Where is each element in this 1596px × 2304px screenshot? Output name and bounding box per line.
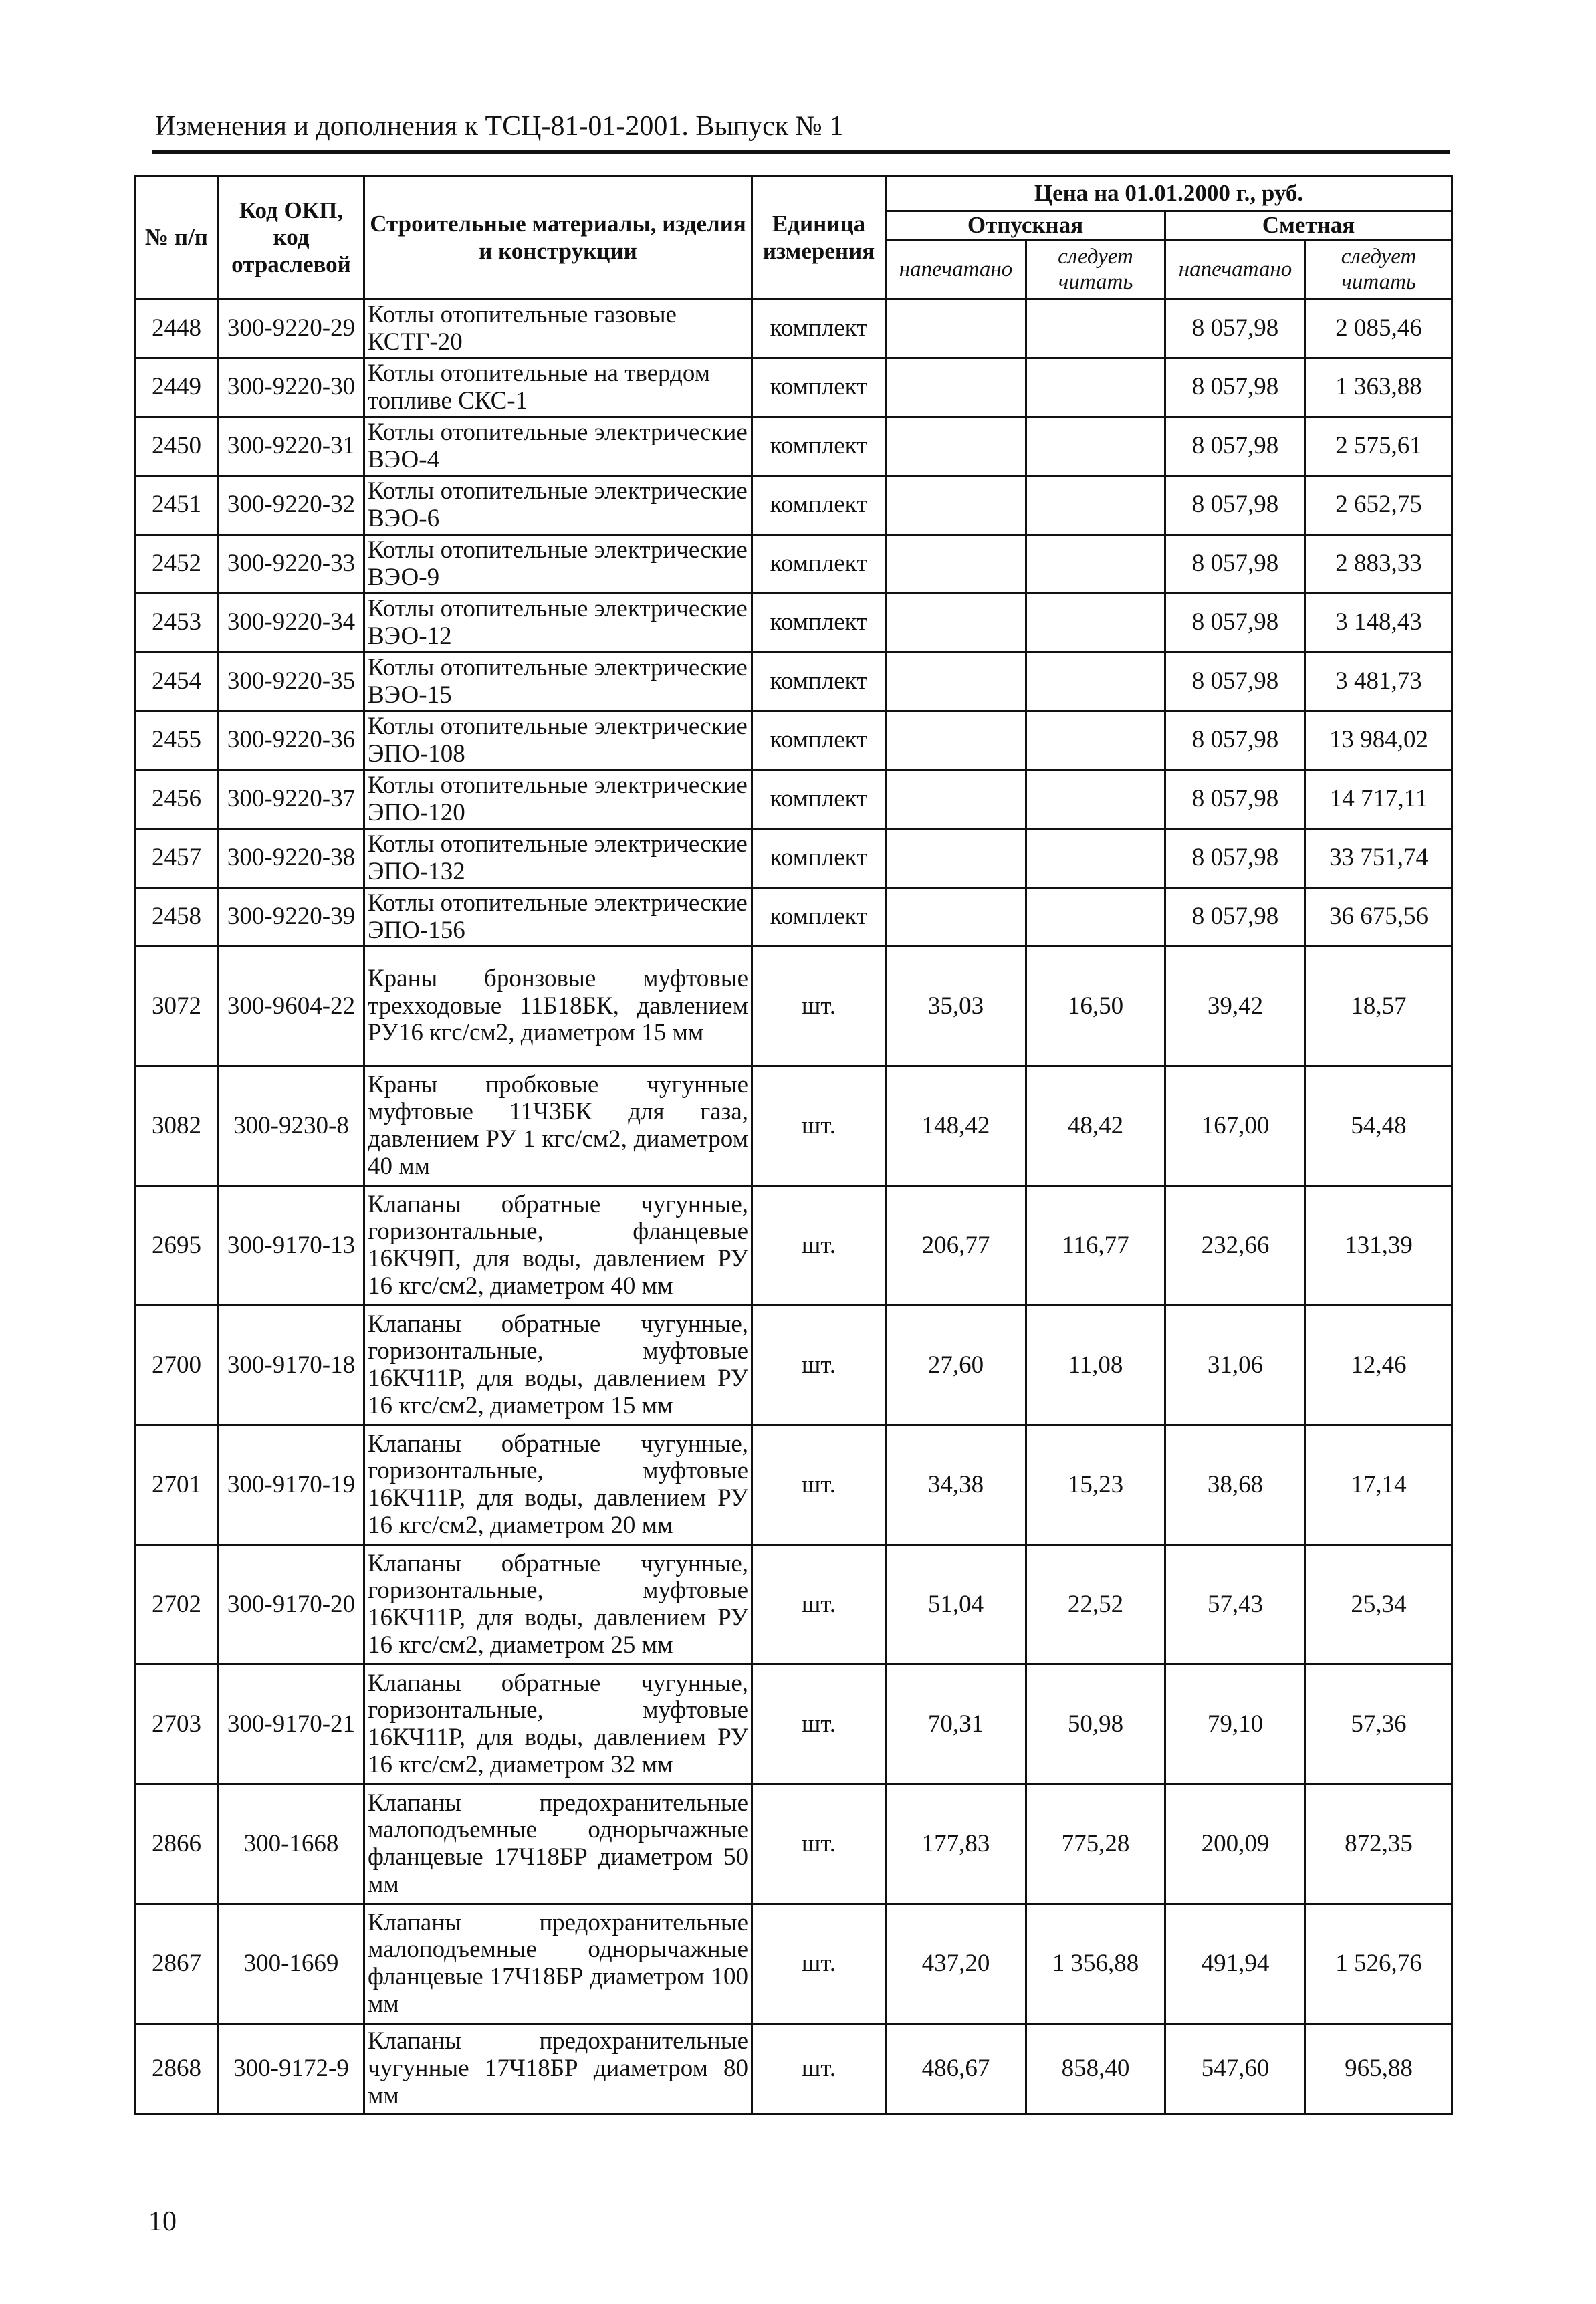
- row-smet-printed: 31,06: [1165, 1306, 1306, 1425]
- row-otp-printed: 148,42: [886, 1066, 1026, 1186]
- row-code: 300-9172-9: [219, 2024, 364, 2115]
- row-code: 300-9230-8: [219, 1066, 364, 1186]
- header-rule: [152, 150, 1450, 154]
- row-otp-read: [1026, 711, 1165, 770]
- row-smet-printed: 8 057,98: [1165, 594, 1306, 653]
- row-otp-read: [1026, 888, 1165, 947]
- row-code: 300-9220-38: [219, 829, 364, 888]
- row-otp-printed: 486,67: [886, 2024, 1026, 2115]
- row-otp-read: [1026, 770, 1165, 829]
- row-smet-read: 965,88: [1306, 2024, 1452, 2115]
- row-otp-printed: [886, 358, 1026, 417]
- row-code: 300-9220-39: [219, 888, 364, 947]
- row-smet-read: 1 526,76: [1306, 1904, 1452, 2024]
- row-unit: шт.: [752, 1066, 886, 1186]
- row-num: 2455: [135, 711, 219, 770]
- col-header-otp-read: следует читать: [1026, 241, 1165, 300]
- row-num: 2867: [135, 1904, 219, 2024]
- row-name: Клапаны обратные чугунные, горизонтальные, муфтовые 16КЧ11Р, для воды, давлением РУ 16 кгс/см2, диаметром 20 мм: [364, 1425, 752, 1545]
- row-name: Краны бронзовые муфтовые трехходовые 11Б18БК, давлением РУ16 кгс/см2, диаметром 15 мм: [364, 947, 752, 1066]
- row-name: Котлы отопительные электрические ВЭО-4: [364, 417, 752, 476]
- row-otp-read: [1026, 417, 1165, 476]
- col-header-name: Строительные материалы, изделия и конструкции: [364, 177, 752, 300]
- row-otp-read: 16,50: [1026, 947, 1165, 1066]
- row-unit: комплект: [752, 417, 886, 476]
- row-otp-read: 22,52: [1026, 1545, 1165, 1665]
- row-smet-read: 3 481,73: [1306, 653, 1452, 711]
- row-code: 300-9220-32: [219, 476, 364, 535]
- row-code: 300-9220-31: [219, 417, 364, 476]
- row-smet-read: 2 085,46: [1306, 300, 1452, 358]
- row-smet-printed: 547,60: [1165, 2024, 1306, 2115]
- row-smet-printed: 8 057,98: [1165, 711, 1306, 770]
- row-num: 2866: [135, 1784, 219, 1904]
- row-code: 300-9220-30: [219, 358, 364, 417]
- row-num: 2452: [135, 535, 219, 594]
- row-smet-printed: 8 057,98: [1165, 653, 1306, 711]
- row-smet-printed: 8 057,98: [1165, 829, 1306, 888]
- row-num: 2453: [135, 594, 219, 653]
- table-row: [135, 1904, 1452, 2024]
- table-row: [135, 653, 1452, 711]
- row-name: Котлы отопительные электрические ВЭО-15: [364, 653, 752, 711]
- row-name: Клапаны обратные чугунные, горизонтальные, муфтовые 16КЧ11Р, для воды, давлением РУ 16 кгс/см2, диаметром 15 мм: [364, 1306, 752, 1425]
- row-unit: комплект: [752, 476, 886, 535]
- row-code: 300-9220-37: [219, 770, 364, 829]
- row-otp-read: 15,23: [1026, 1425, 1165, 1545]
- row-otp-read: 775,28: [1026, 1784, 1165, 1904]
- row-smet-printed: 39,42: [1165, 947, 1306, 1066]
- table-row: [135, 829, 1452, 888]
- row-unit: шт.: [752, 947, 886, 1066]
- row-otp-printed: [886, 770, 1026, 829]
- row-otp-read: 858,40: [1026, 2024, 1165, 2115]
- row-unit: комплект: [752, 594, 886, 653]
- row-num: 2448: [135, 300, 219, 358]
- row-code: 300-9170-20: [219, 1545, 364, 1665]
- row-smet-read: 13 984,02: [1306, 711, 1452, 770]
- table-row: [135, 770, 1452, 829]
- table-row: [135, 1784, 1452, 1904]
- price-table: [134, 175, 1453, 2115]
- col-header-price-group: Цена на 01.01.2000 г., руб.: [886, 177, 1452, 211]
- row-num: 3082: [135, 1066, 219, 1186]
- row-name: Клапаны предохранительные малоподъемные однорычажные фланцевые 17Ч18БР диаметром 100 мм: [364, 1904, 752, 2024]
- row-otp-read: 1 356,88: [1026, 1904, 1165, 2024]
- row-unit: комплект: [752, 829, 886, 888]
- row-name: Краны пробковые чугунные муфтовые 11Ч3БК для газа, давлением РУ 1 кгс/см2, диаметром 40 мм: [364, 1066, 752, 1186]
- row-unit: комплект: [752, 888, 886, 947]
- table-row: [135, 476, 1452, 535]
- row-code: 300-1669: [219, 1904, 364, 2024]
- row-name: Котлы отопительные электрические ЭПО-108: [364, 711, 752, 770]
- row-smet-read: 3 148,43: [1306, 594, 1452, 653]
- row-code: 300-9170-13: [219, 1186, 364, 1306]
- table-row: [135, 711, 1452, 770]
- row-num: 2450: [135, 417, 219, 476]
- row-unit: шт.: [752, 1425, 886, 1545]
- row-num: 2701: [135, 1425, 219, 1545]
- row-smet-read: 36 675,56: [1306, 888, 1452, 947]
- row-num: 2457: [135, 829, 219, 888]
- table-row: [135, 1545, 1452, 1665]
- row-otp-printed: 70,31: [886, 1665, 1026, 1784]
- row-code: 300-9170-18: [219, 1306, 364, 1425]
- row-smet-read: 17,14: [1306, 1425, 1452, 1545]
- row-name: Котлы отопительные электрические ЭПО-132: [364, 829, 752, 888]
- row-otp-printed: 437,20: [886, 1904, 1026, 2024]
- row-name: Котлы отопительные электрические ВЭО-9: [364, 535, 752, 594]
- row-otp-printed: [886, 417, 1026, 476]
- col-header-num: № п/п: [135, 177, 219, 300]
- row-otp-read: [1026, 535, 1165, 594]
- row-otp-read: [1026, 358, 1165, 417]
- row-num: 2703: [135, 1665, 219, 1784]
- row-unit: шт.: [752, 1665, 886, 1784]
- table-row: [135, 358, 1452, 417]
- row-smet-read: 57,36: [1306, 1665, 1452, 1784]
- row-smet-printed: 167,00: [1165, 1066, 1306, 1186]
- row-smet-read: 33 751,74: [1306, 829, 1452, 888]
- row-name: Котлы отопительные электрические ВЭО-12: [364, 594, 752, 653]
- table-row: [135, 594, 1452, 653]
- table-row: [135, 1306, 1452, 1425]
- row-name: Клапаны предохранительные малоподъемные однорычажные фланцевые 17Ч18БР диаметром 50 мм: [364, 1784, 752, 1904]
- col-header-smet-read: следует читать: [1306, 241, 1452, 300]
- row-unit: шт.: [752, 1545, 886, 1665]
- row-smet-printed: 200,09: [1165, 1784, 1306, 1904]
- row-unit: комплект: [752, 711, 886, 770]
- row-code: 300-9170-19: [219, 1425, 364, 1545]
- row-otp-printed: [886, 653, 1026, 711]
- col-header-unit: Единица измерения: [752, 177, 886, 300]
- table-row: [135, 417, 1452, 476]
- row-num: 2695: [135, 1186, 219, 1306]
- row-otp-read: [1026, 594, 1165, 653]
- table-row: [135, 535, 1452, 594]
- row-otp-printed: [886, 476, 1026, 535]
- row-smet-printed: 8 057,98: [1165, 358, 1306, 417]
- row-otp-printed: [886, 888, 1026, 947]
- row-code: 300-9604-22: [219, 947, 364, 1066]
- row-otp-printed: 177,83: [886, 1784, 1026, 1904]
- row-otp-read: 11,08: [1026, 1306, 1165, 1425]
- row-unit: шт.: [752, 1904, 886, 2024]
- row-smet-read: 54,48: [1306, 1066, 1452, 1186]
- row-unit: шт.: [752, 1186, 886, 1306]
- col-header-smet-printed: напечатано: [1165, 241, 1306, 300]
- table-row: [135, 1186, 1452, 1306]
- row-unit: комплект: [752, 358, 886, 417]
- row-num: 2449: [135, 358, 219, 417]
- row-name: Котлы отопительные электрические ЭПО-120: [364, 770, 752, 829]
- row-num: 2700: [135, 1306, 219, 1425]
- row-name: Котлы отопительные электрические ВЭО-6: [364, 476, 752, 535]
- row-smet-printed: 8 057,98: [1165, 888, 1306, 947]
- row-num: 2702: [135, 1545, 219, 1665]
- row-otp-read: [1026, 829, 1165, 888]
- row-smet-printed: 491,94: [1165, 1904, 1306, 2024]
- row-otp-read: 48,42: [1026, 1066, 1165, 1186]
- row-smet-printed: 57,43: [1165, 1545, 1306, 1665]
- row-code: 300-9220-34: [219, 594, 364, 653]
- row-name: Клапаны обратные чугунные, горизонтальные, муфтовые 16КЧ11Р, для воды, давлением РУ 16 кгс/см2, диаметром 32 мм: [364, 1665, 752, 1784]
- row-otp-read: 50,98: [1026, 1665, 1165, 1784]
- row-unit: шт.: [752, 1306, 886, 1425]
- row-name: Клапаны обратные чугунные, горизонтальные, фланцевые 16КЧ9П, для воды, давлением РУ 16 кгс/см2, диаметром 40 мм: [364, 1186, 752, 1306]
- row-code: 300-9170-21: [219, 1665, 364, 1784]
- row-name: Клапаны обратные чугунные, горизонтальные, муфтовые 16КЧ11Р, для воды, давлением РУ 16 кгс/см2, диаметром 25 мм: [364, 1545, 752, 1665]
- row-otp-printed: 35,03: [886, 947, 1026, 1066]
- row-otp-printed: [886, 300, 1026, 358]
- row-smet-read: 25,34: [1306, 1545, 1452, 1665]
- row-code: 300-9220-33: [219, 535, 364, 594]
- row-smet-read: 2 652,75: [1306, 476, 1452, 535]
- row-name: Котлы отопительные газовые КСТГ-20: [364, 300, 752, 358]
- row-code: 300-1668: [219, 1784, 364, 1904]
- row-code: 300-9220-29: [219, 300, 364, 358]
- row-smet-printed: 8 057,98: [1165, 417, 1306, 476]
- table-row: [135, 1665, 1452, 1784]
- row-otp-printed: 27,60: [886, 1306, 1026, 1425]
- row-smet-read: 18,57: [1306, 947, 1452, 1066]
- row-smet-printed: 79,10: [1165, 1665, 1306, 1784]
- row-num: 2454: [135, 653, 219, 711]
- table-row: [135, 947, 1452, 1066]
- col-header-otpusk: Отпускная: [886, 211, 1165, 241]
- row-name: Клапаны предохранительные чугунные 17Ч18БР диаметром 80 мм: [364, 2024, 752, 2115]
- row-otp-read: [1026, 653, 1165, 711]
- row-otp-printed: 51,04: [886, 1545, 1026, 1665]
- row-smet-read: 14 717,11: [1306, 770, 1452, 829]
- row-otp-printed: 34,38: [886, 1425, 1026, 1545]
- row-name: Котлы отопительные электрические ЭПО-156: [364, 888, 752, 947]
- row-num: 2458: [135, 888, 219, 947]
- row-smet-printed: 38,68: [1165, 1425, 1306, 1545]
- table-row: [135, 1066, 1452, 1186]
- document-header-title: Изменения и дополнения к ТСЦ-81-01-2001. Выпуск № 1: [155, 111, 844, 142]
- row-smet-read: 131,39: [1306, 1186, 1452, 1306]
- row-otp-printed: [886, 594, 1026, 653]
- row-unit: комплект: [752, 300, 886, 358]
- row-num: 2868: [135, 2024, 219, 2115]
- row-otp-printed: [886, 829, 1026, 888]
- row-name: Котлы отопительные на твердом топливе СКС-1: [364, 358, 752, 417]
- row-otp-read: [1026, 476, 1165, 535]
- row-smet-read: 12,46: [1306, 1306, 1452, 1425]
- row-otp-read: [1026, 300, 1165, 358]
- row-otp-printed: [886, 535, 1026, 594]
- row-smet-read: 1 363,88: [1306, 358, 1452, 417]
- page-number: 10: [148, 2206, 177, 2237]
- row-smet-read: 2 883,33: [1306, 535, 1452, 594]
- row-unit: шт.: [752, 1784, 886, 1904]
- row-smet-printed: 232,66: [1165, 1186, 1306, 1306]
- row-otp-printed: [886, 711, 1026, 770]
- row-smet-printed: 8 057,98: [1165, 476, 1306, 535]
- row-unit: шт.: [752, 2024, 886, 2115]
- row-unit: комплект: [752, 653, 886, 711]
- row-num: 2456: [135, 770, 219, 829]
- row-unit: комплект: [752, 535, 886, 594]
- row-smet-read: 872,35: [1306, 1784, 1452, 1904]
- table-row: [135, 2024, 1452, 2115]
- col-header-code: Код ОКП, код отраслевой: [219, 177, 364, 300]
- table-row: [135, 1425, 1452, 1545]
- row-num: 3072: [135, 947, 219, 1066]
- row-otp-read: 116,77: [1026, 1186, 1165, 1306]
- table-row: [135, 888, 1452, 947]
- col-header-smet: Сметная: [1165, 211, 1452, 241]
- table-row: [135, 300, 1452, 358]
- row-unit: комплект: [752, 770, 886, 829]
- row-otp-printed: 206,77: [886, 1186, 1026, 1306]
- row-smet-printed: 8 057,98: [1165, 770, 1306, 829]
- row-smet-printed: 8 057,98: [1165, 535, 1306, 594]
- row-code: 300-9220-35: [219, 653, 364, 711]
- row-code: 300-9220-36: [219, 711, 364, 770]
- row-smet-printed: 8 057,98: [1165, 300, 1306, 358]
- row-num: 2451: [135, 476, 219, 535]
- row-smet-read: 2 575,61: [1306, 417, 1452, 476]
- col-header-otp-printed: напечатано: [886, 241, 1026, 300]
